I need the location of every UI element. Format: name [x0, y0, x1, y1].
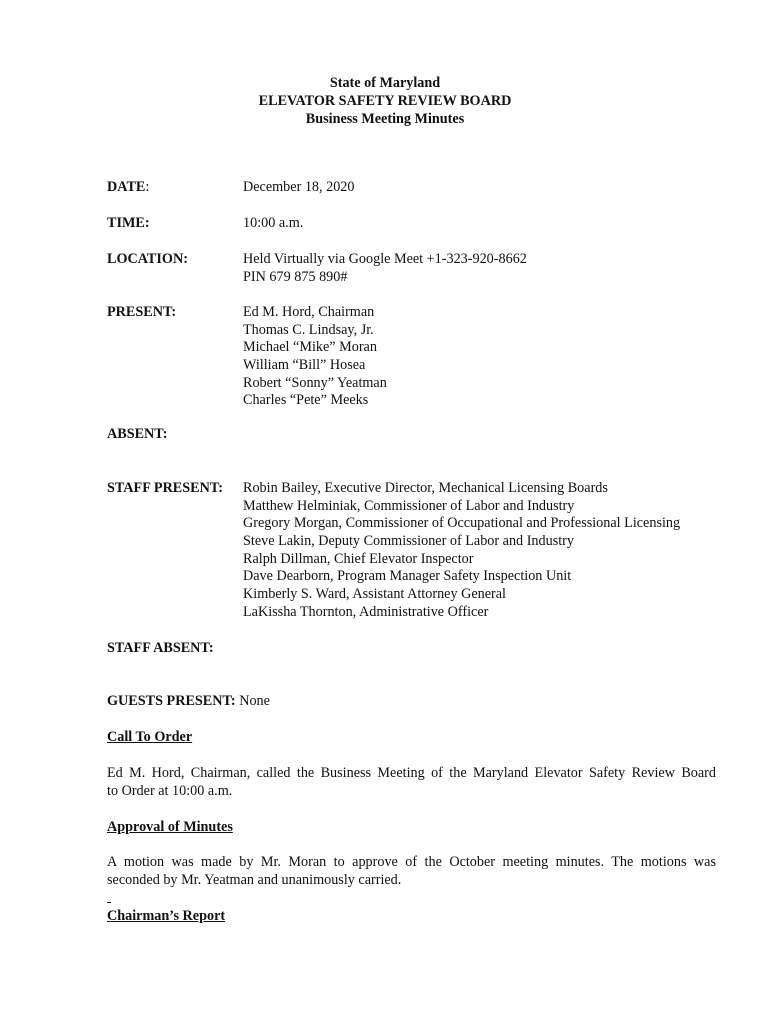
call-to-order-heading: Call To Order [107, 729, 193, 745]
guests-present-row [107, 692, 270, 710]
location-label: LOCATION: [107, 251, 188, 267]
location-line: PIN 679 875 890# [243, 268, 348, 285]
paragraph-line: seconded by Mr. Yeatman and unanimously carried. [107, 872, 402, 888]
divider-mark [107, 902, 111, 903]
present-list [243, 303, 387, 409]
date-label-colon: : [145, 179, 150, 195]
present-member: William “Bill” Hosea [243, 357, 366, 374]
guests-present-value: None [239, 693, 270, 709]
present-member: Michael “Mike” Moran [243, 339, 377, 356]
staff-member: Ralph Dillman, Chief Elevator Inspector [243, 550, 474, 567]
staff-present-label: STAFF PRESENT: [107, 480, 224, 496]
location-line: Held Virtually via Google Meet +1-323-920-8662 [243, 251, 527, 267]
header-state: State of Maryland [329, 75, 441, 91]
time-label: TIME: [107, 215, 150, 231]
time-value: 10:00 a.m. [243, 215, 304, 231]
location-value [243, 250, 527, 285]
present-member: Thomas C. Lindsay, Jr. [243, 321, 374, 338]
header-doc-title: Business Meeting Minutes [305, 111, 465, 127]
staff-member: Dave Dearborn, Program Manager Safety Inspection Unit [243, 568, 572, 585]
paragraph-line: Ed M. Hord, Chairman, called the Business Meeting of the Maryland Elevator Safety Review Board [107, 765, 716, 781]
paragraph-line: A motion was made by Mr. Moran to approve of the October meeting minutes. The motions was [107, 854, 716, 870]
approval-of-minutes-heading: Approval of Minutes [107, 819, 233, 835]
header-board-name: ELEVATOR SAFETY REVIEW BOARD [258, 93, 512, 109]
guests-present-label: GUESTS PRESENT: [107, 693, 236, 709]
present-label: PRESENT: [107, 304, 177, 320]
staff-member: Steve Lakin, Deputy Commissioner of Labor and Industry [243, 533, 574, 550]
present-member: Robert “Sonny” Yeatman [243, 374, 387, 391]
staff-member: LaKissha Thornton, Administrative Officer [243, 603, 489, 620]
date-label [107, 178, 149, 196]
present-member: Charles “Pete” Meeks [243, 392, 369, 409]
absent-label: ABSENT: [107, 426, 168, 442]
paragraph-line: to Order at 10:00 a.m. [107, 783, 233, 799]
staff-absent-label: STAFF ABSENT: [107, 640, 214, 656]
staff-member: Matthew Helminiak, Commissioner of Labor and Industry [243, 497, 575, 514]
staff-member: Kimberly S. Ward, Assistant Attorney General [243, 586, 506, 603]
call-to-order-paragraph [107, 764, 716, 800]
staff-member: Robin Bailey, Executive Director, Mechanical Licensing Boards [243, 480, 608, 496]
chairmans-report-heading: Chairman’s Report [107, 908, 226, 924]
staff-member: Gregory Morgan, Commissioner of Occupational and Professional Licensing [243, 515, 681, 532]
present-member: Ed M. Hord, Chairman [243, 304, 375, 320]
date-value: December 18, 2020 [243, 179, 355, 195]
document-header [0, 74, 770, 128]
staff-present-list [243, 479, 680, 621]
approval-of-minutes-paragraph [107, 853, 716, 889]
date-label-text: DATE [107, 179, 146, 195]
